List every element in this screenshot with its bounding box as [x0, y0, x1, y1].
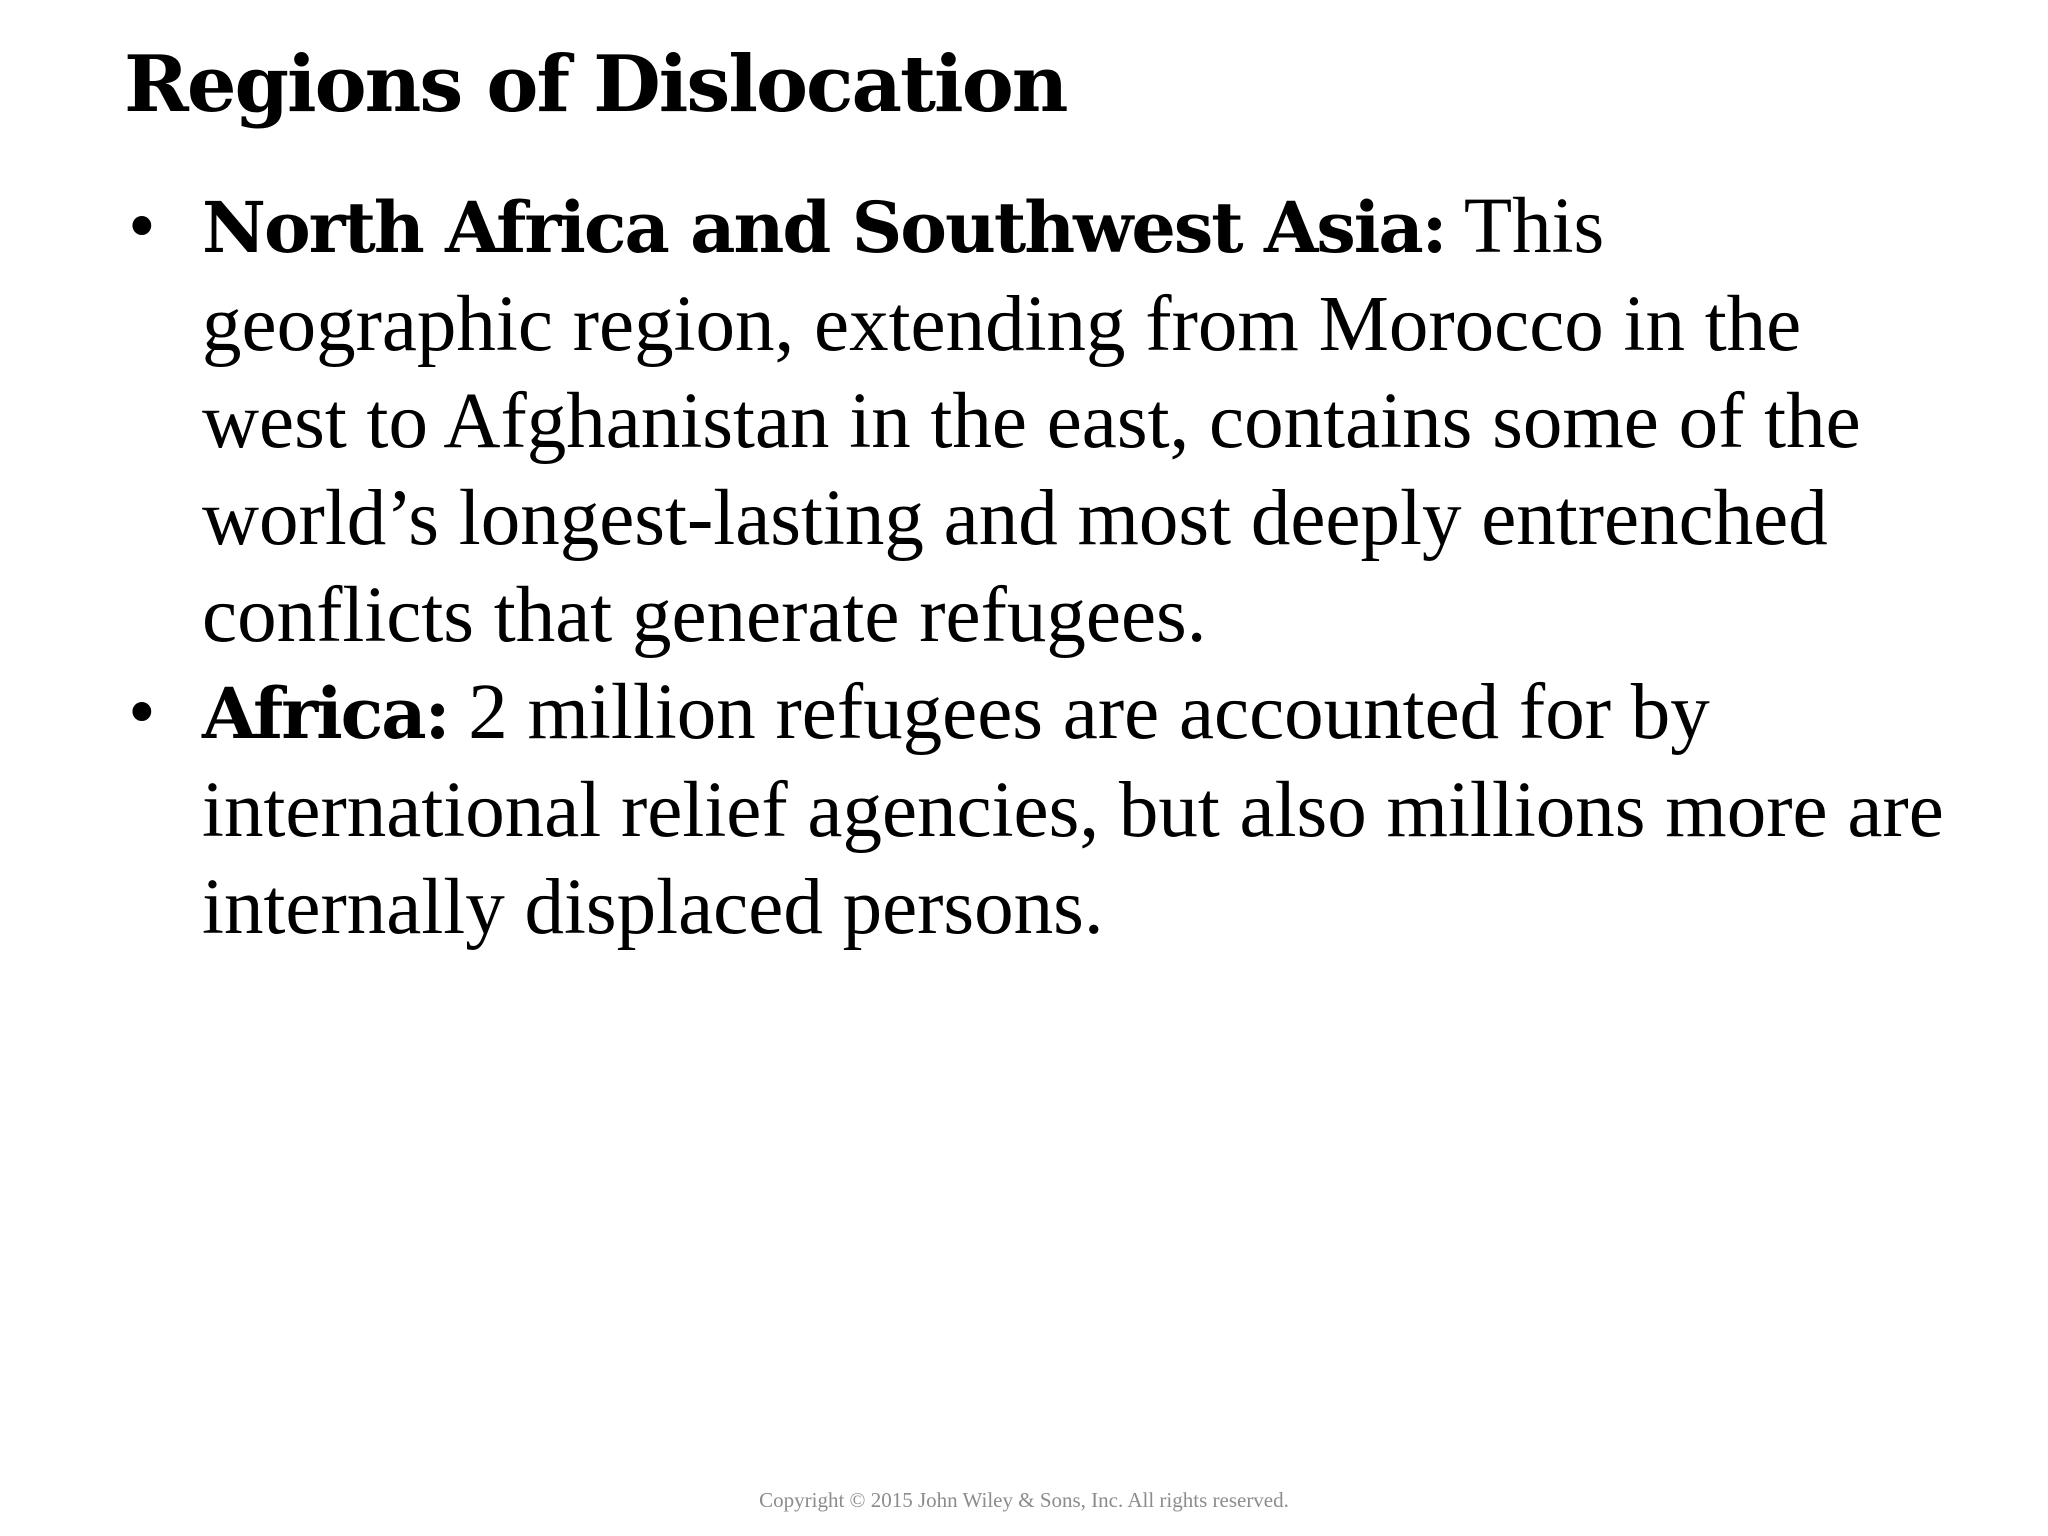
slide-title: Regions of Dislocation — [124, 39, 1067, 130]
bullet-heading: North Africa and Southwest Asia: — [202, 186, 1446, 269]
bullet-dot-icon: • — [128, 669, 156, 756]
bullet-item-africa — [124, 664, 1964, 956]
bullet-text: 2 million refugees are accounted for by international relief agencies, but also millions more are internally displaced persons. — [202, 669, 1944, 951]
bullet-heading: Africa: — [202, 672, 449, 755]
copyright-footer: Copyright © 2015 John Wiley & Sons, Inc. All rights reserved. — [759, 1488, 1289, 1512]
bullet-dot-icon: • — [128, 183, 156, 270]
bullet-list — [124, 178, 1964, 956]
bullet-item-north-africa — [124, 178, 1964, 664]
bullet-text: This geographic region, extending from Morocco in the west to Afghanistan in the east, contains some of the world’s longest-lasting and most deeply entrenched conflicts that generate refugees. — [202, 183, 1861, 659]
